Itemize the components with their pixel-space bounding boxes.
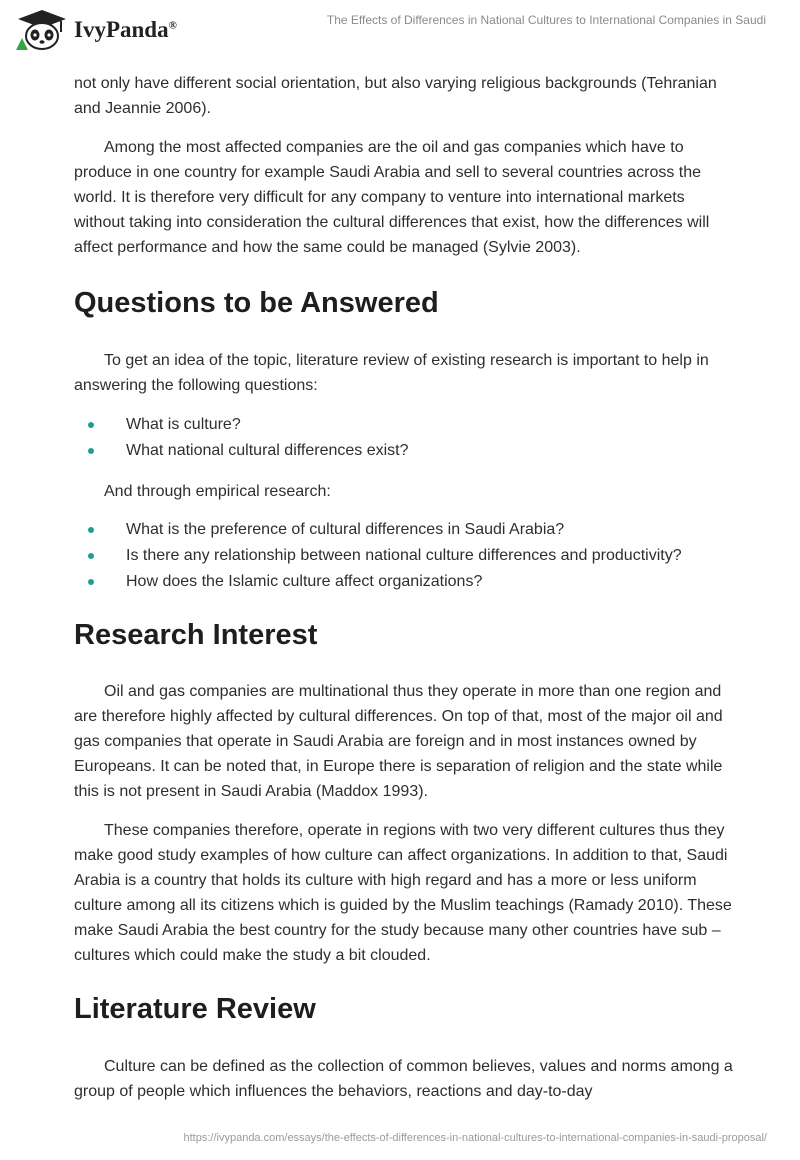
paragraph-literature: Culture can be defined as the collection of common believes, values and norms among a group of people which influences the behaviors, reactions and day-to-day <box>74 1058 733 1100</box>
list-item: How does the Islamic culture affect organizations? <box>74 569 734 595</box>
panda-graduate-icon <box>14 8 70 52</box>
paragraph-research-1: Oil and gas companies are multinational thus they operate in more than one region and are therefore highly affected by cultural differences. On top of that, most of the major oil and gas companies that operate in Saudi Arabia are foreign and in most instances owned by Europeans. It can be noted that, in Europe there is separation of religion and the state while this is not present in Saudi Arabia (Maddox 1993). <box>74 683 723 800</box>
paragraph-empirical: And through empirical research: <box>104 483 331 500</box>
list-item: What is culture? <box>74 412 734 438</box>
list-item: Is there any relationship between national culture differences and productivity? <box>74 543 734 569</box>
list-item: What is the preference of cultural differences in Saudi Arabia? <box>74 517 734 543</box>
paragraph-oil-gas: Among the most affected companies are the oil and gas companies which have to produce in one country for example Saudi Arabia and sell to several countries across the world. It is therefore very difficult for any company to venture into international markets without taking into consideration the cultural differences that exist, how the differences will affect performance and how the same could be managed (Sylvie 2003). <box>74 139 710 256</box>
paragraph-intro-continued: not only have different social orientation, but also varying religious backgrounds (Tehranian and Jeannie 2006). <box>74 75 717 117</box>
document-title: The Effects of Differences in National Cultures to International Companies in Saudi <box>326 13 766 27</box>
empirical-questions-list <box>74 517 734 595</box>
bullet-icon <box>88 448 94 454</box>
essay-body <box>74 71 734 1104</box>
list-item: What national cultural differences exist? <box>74 438 734 464</box>
paragraph-research-2: These companies therefore, operate in regions with two very different cultures thus they make good study examples of how culture can affect organizations. In addition to that, Saudi Arabia is a country that holds its culture with high regard and has a more or less uniform culture among all its citizens which is guided by the Muslim teachings (Ramady 2010). These make Saudi Arabia the best country for the study because many other countries have sub –cultures which could make the study a bit clouded. <box>74 822 732 964</box>
bullet-icon <box>88 422 94 428</box>
bullet-icon <box>88 553 94 559</box>
heading-literature-review: Literature Review <box>74 993 316 1025</box>
paragraph-questions-intro: To get an idea of the topic, literature review of existing research is important to help in answering the following questions: <box>74 352 709 394</box>
page-header <box>0 0 800 60</box>
bullet-icon <box>88 527 94 533</box>
source-url[interactable]: https://ivypanda.com/essays/the-effects-of-differences-in-national-cultures-to-international-companies-in-saudi-proposal/ <box>183 1132 767 1144</box>
heading-questions: Questions to be Answered <box>74 287 439 319</box>
ivypanda-logo[interactable] <box>14 8 177 52</box>
bullet-icon <box>88 579 94 585</box>
heading-research-interest: Research Interest <box>74 619 318 651</box>
brand-name: IvyPanda® <box>74 17 177 42</box>
literature-questions-list <box>74 412 734 464</box>
